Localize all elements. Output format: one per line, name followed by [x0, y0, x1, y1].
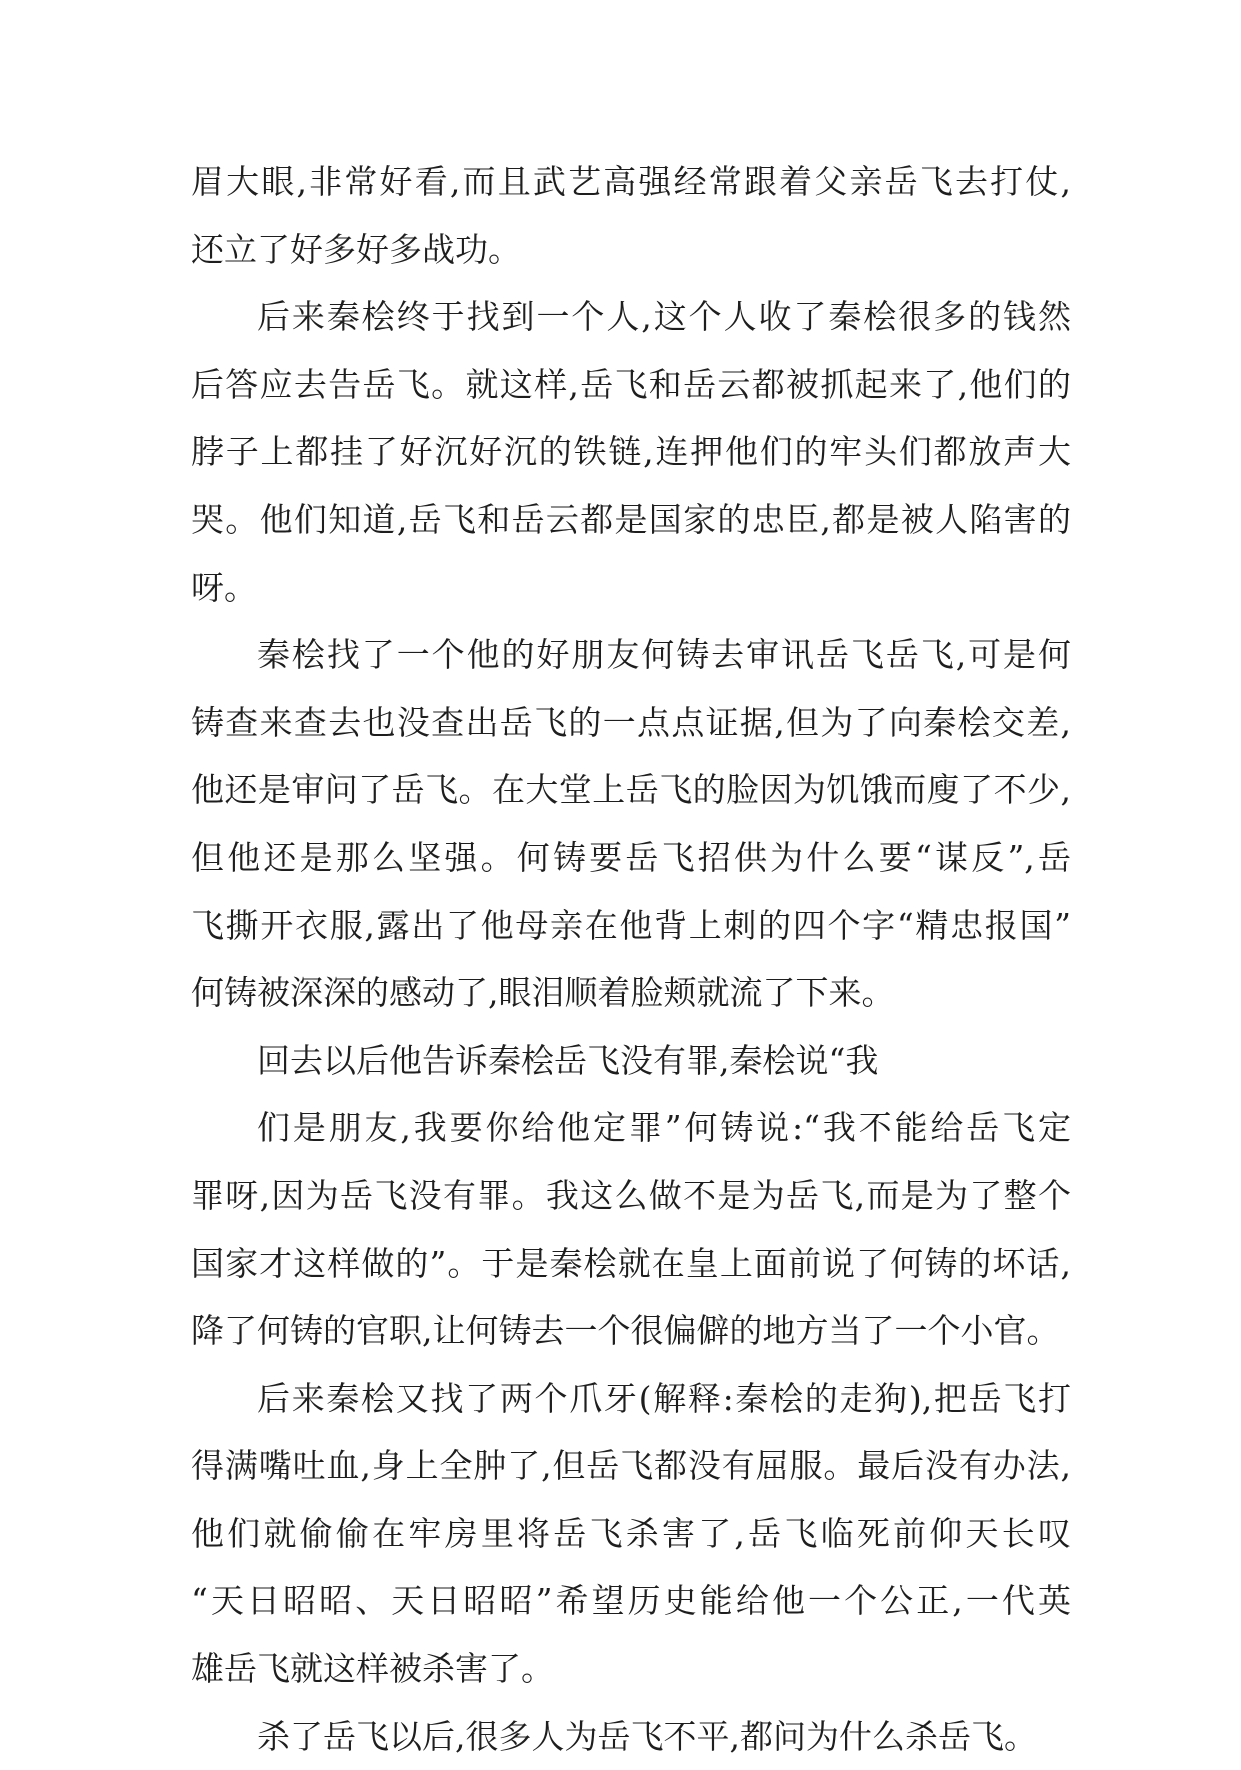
body-text — [191, 148, 1071, 1770]
text-line: 后答应去告岳飞。就这样,岳飞和岳云都被抓起来了,他们的 — [191, 364, 1071, 404]
text-line: 得满嘴吐血,身上全肿了,但岳飞都没有屈服。最后没有办法, — [191, 1446, 1071, 1486]
text-line: 呀。 — [191, 567, 257, 607]
paragraph-start-line: 们是朋友,我要你给他定罪”何铸说:“我不能给岳飞定 — [257, 1108, 1071, 1148]
text-line: 国家才这样做的”。于是秦桧就在皇上面前说了何铸的坏话, — [191, 1243, 1071, 1283]
text-line: 但他还是那么坚强。何铸要岳飞招供为什么要“谋反”,岳 — [191, 837, 1071, 877]
text-line: 降了何铸的官职,让何铸去一个很偏僻的地方当了一个小官。 — [191, 1311, 1060, 1351]
paragraph-start-line: 后来秦桧又找了两个爪牙(解释:秦桧的走狗),把岳飞打 — [257, 1378, 1071, 1418]
text-line: 眉大眼,非常好看,而且武艺高强经常跟着父亲岳飞去打仗, — [191, 162, 1071, 201]
text-line: 何铸被深深的感动了,眼泪顺着脸颊就流了下来。 — [191, 973, 895, 1013]
text-line: 还立了好多好多战功。 — [191, 229, 521, 269]
text-line: 他们就偷偷在牢房里将岳飞杀害了,岳飞临死前仰天长叹 — [191, 1513, 1071, 1553]
text-line: 飞撕开衣服,露出了他母亲在他背上刺的四个字“精忠报国” — [191, 905, 1071, 945]
text-line: 罪呀,因为岳飞没有罪。我这么做不是为岳飞,而是为了整个 — [191, 1175, 1071, 1215]
paragraph-start-line: 回去以后他告诉秦桧岳飞没有罪,秦桧说“我 — [257, 1040, 879, 1080]
text-line: 雄岳飞就这样被杀害了。 — [191, 1649, 554, 1689]
paragraph-start-line: 秦桧找了一个他的好朋友何铸去审讯岳飞岳飞,可是何 — [257, 635, 1071, 675]
paragraph-start-line: 杀了岳飞以后,很多人为岳飞不平,都问为什么杀岳飞。 — [257, 1716, 1037, 1756]
text-line: 脖子上都挂了好沉好沉的铁链,连押他们的牢头们都放声大 — [191, 432, 1071, 472]
text-line: 铸查来查去也没查出岳飞的一点点证据,但为了向秦桧交差, — [191, 702, 1071, 742]
text-line: “天日昭昭、天日昭昭”希望历史能给他一个公正,一代英 — [191, 1581, 1071, 1621]
paragraph-start-line: 后来秦桧终于找到一个人,这个人收了秦桧很多的钱然 — [257, 297, 1071, 337]
text-line: 他还是审问了岳飞。在大堂上岳飞的脸因为饥饿而廋了不少, — [191, 770, 1071, 810]
text-line: 哭。他们知道,岳飞和岳云都是国家的忠臣,都是被人陷害的 — [191, 499, 1071, 539]
